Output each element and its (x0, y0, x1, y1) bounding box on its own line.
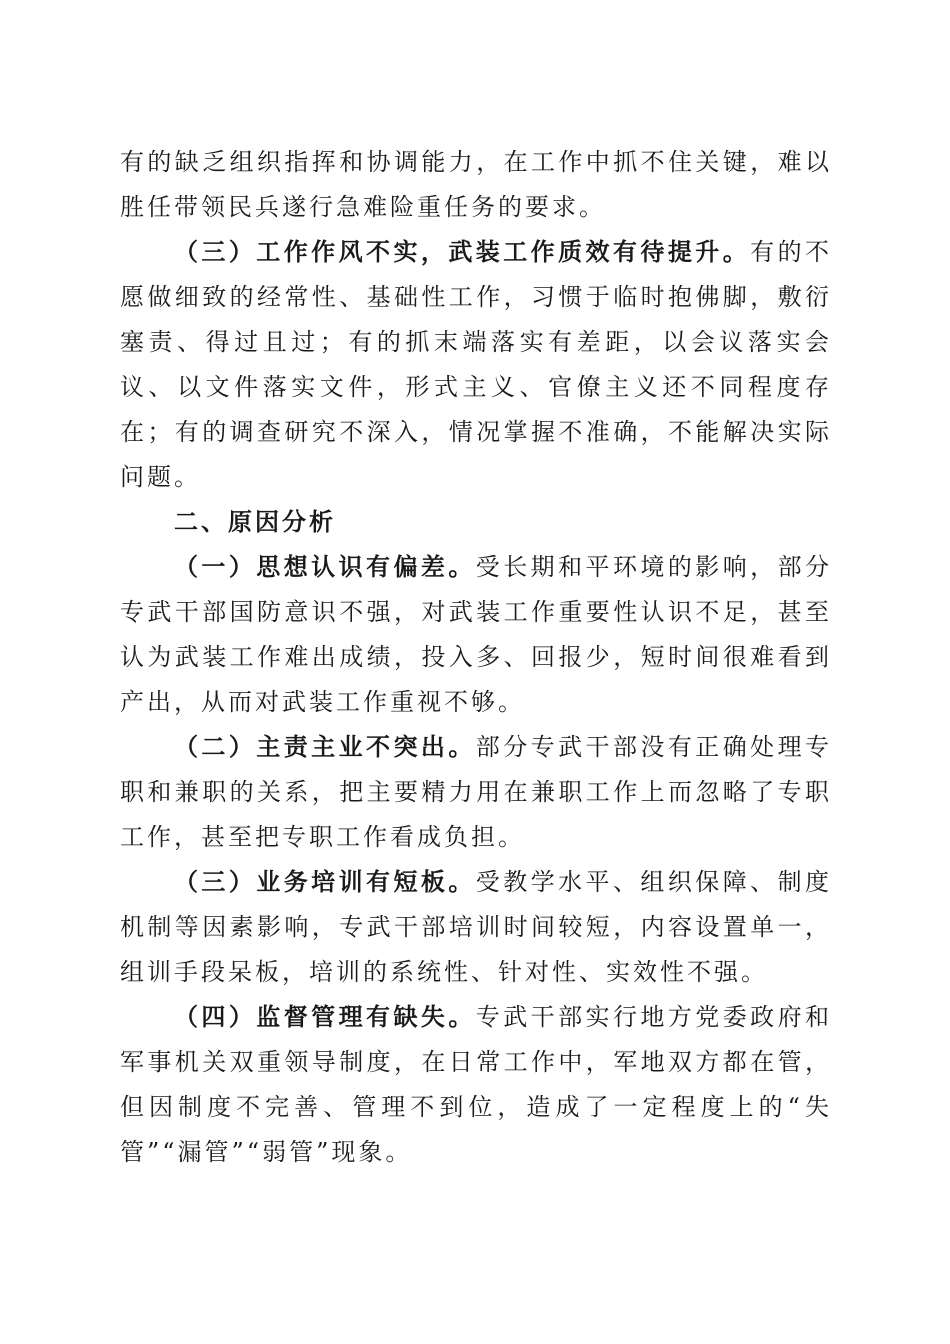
section-heading: 二、原因分析 (174, 508, 336, 536)
paragraph-body: 部分专武干部没有正确处理专职和兼职的关系，把主要精力用在兼职工作上而忽略了专职工作，甚至把专职工作看成负担。 (120, 733, 833, 851)
paragraph-work-style (120, 230, 832, 500)
paragraph-lead: （三）工作作风不实，武装工作质效有待提升。 (174, 238, 751, 266)
paragraph-reason-4 (120, 995, 832, 1175)
paragraph-reason-2 (120, 725, 832, 860)
paragraph-body: 有的不愿做细致的经常性、基础性工作，习惯于临时抱佛脚，敷衍塞责、得过且过；有的抓末端落实有差距，以会议落实会议、以文件落实文件，形式主义、官僚主义还不同程度存在；有的调查研究不深入，情况掌握不准确，不能解决实际问题。 (120, 238, 833, 491)
paragraph-reason-3 (120, 860, 832, 995)
paragraph-lead: （二）主责主业不突出。 (174, 733, 476, 761)
document-page (120, 140, 832, 1175)
paragraph-lead: （三）业务培训有短板。 (174, 868, 476, 896)
paragraph-body: 受教学水平、组织保障、制度机制等因素影响，专武干部培训时间较短，内容设置单一，组训手段呆板，培训的系统性、针对性、实效性不强。 (120, 868, 833, 986)
paragraph-lead: （一）思想认识有偏差。 (174, 553, 476, 581)
paragraph-lead: （四）监督管理有缺失。 (174, 1003, 476, 1031)
paragraph-body: 专武干部实行地方党委政府和军事机关双重领导制度，在日常工作中，军地双方都在管，但因制度不完善、管理不到位，造成了一定程度上的“失管”“漏管”“弱管”现象。 (120, 1003, 833, 1166)
paragraph-reason-1 (120, 545, 832, 725)
continuation-paragraph: 有的缺乏组织指挥和协调能力，在工作中抓不住关键，难以胜任带领民兵遂行急难险重任务的要求。 (120, 148, 832, 221)
paragraph-body: 受长期和平环境的影响，部分专武干部国防意识不强，对武装工作重要性认识不足，甚至认为武装工作难出成绩，投入多、回报少，短时间很难看到产出，从而对武装工作重视不够。 (120, 553, 833, 716)
